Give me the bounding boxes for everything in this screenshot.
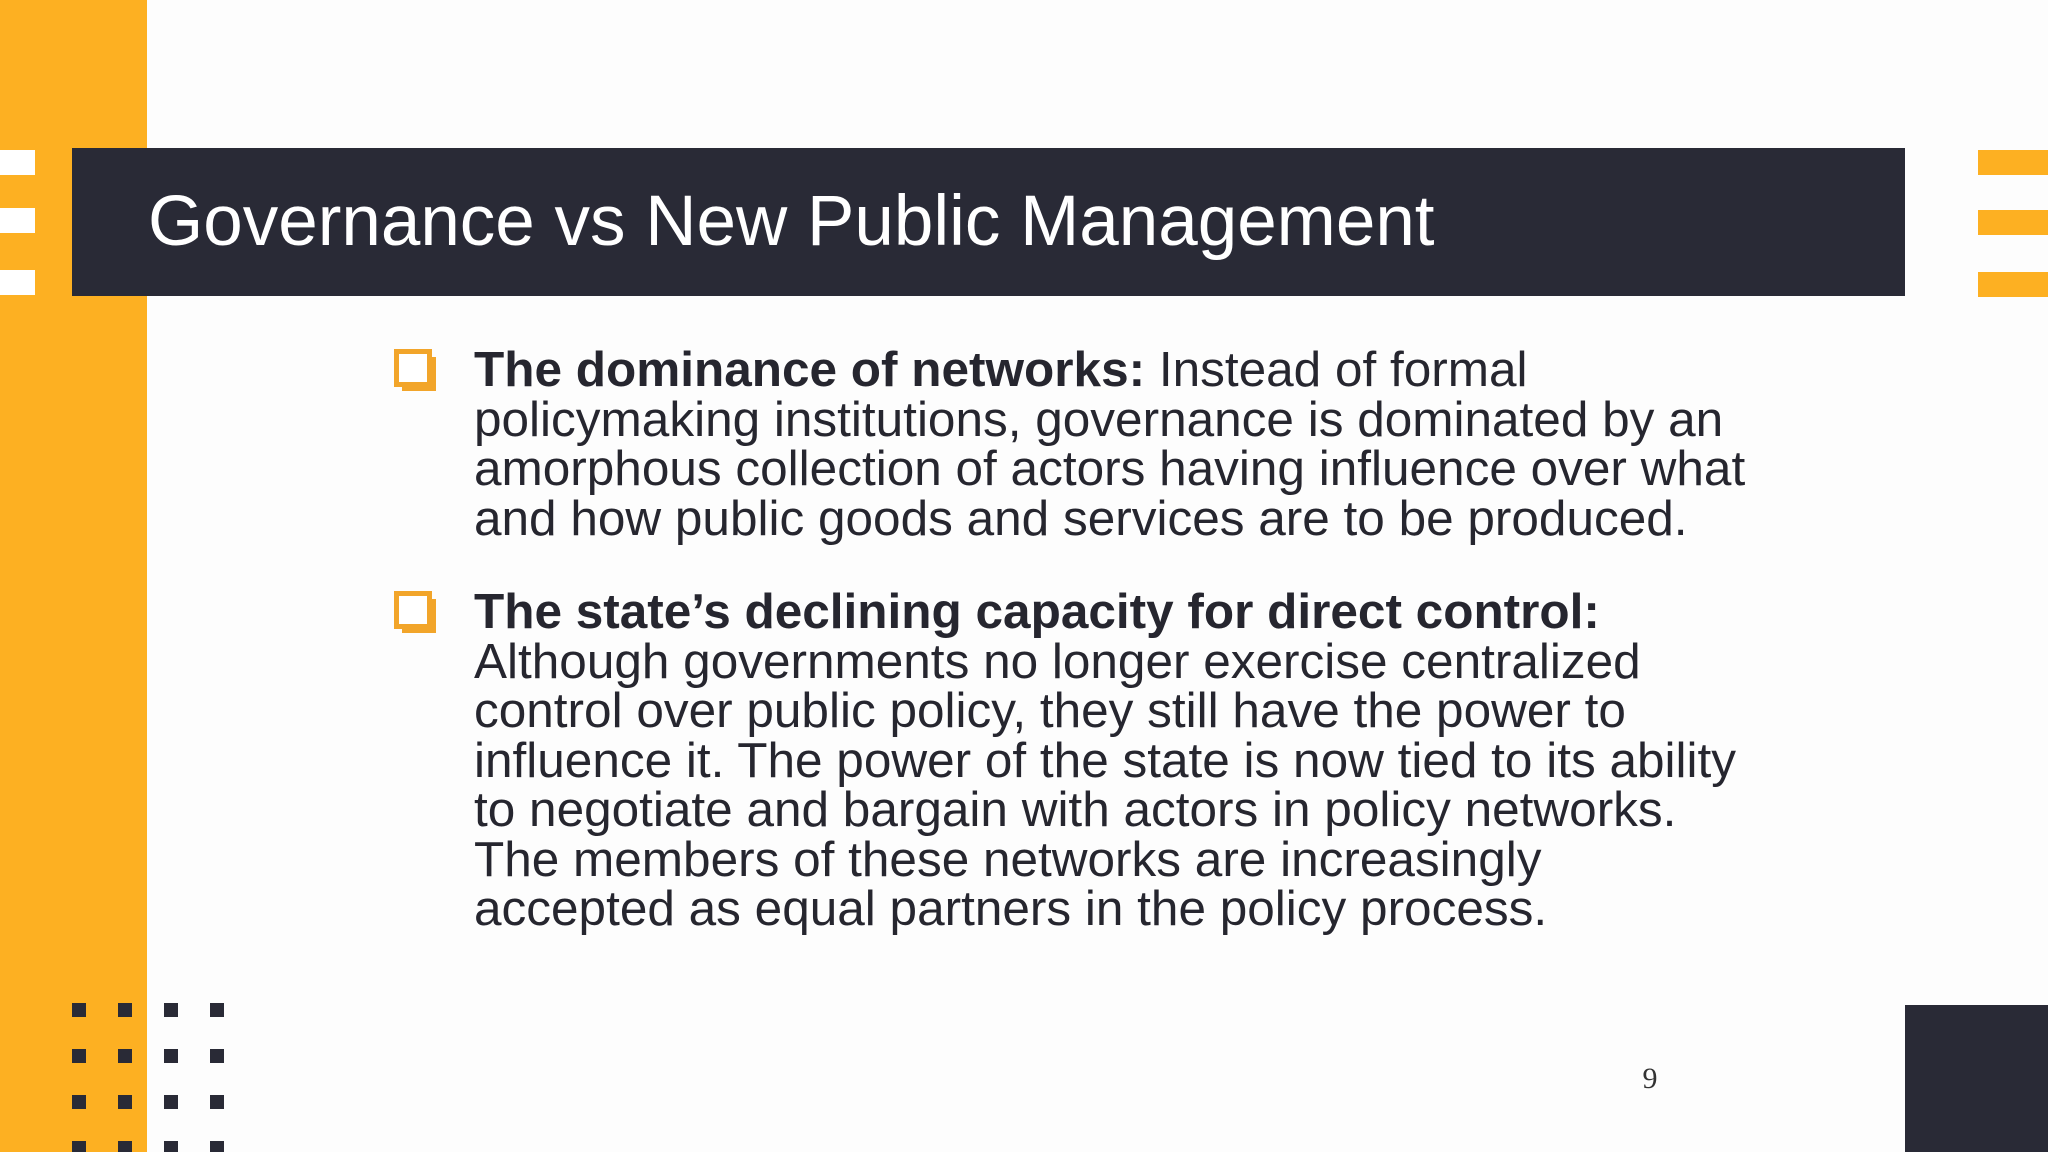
bullet-text [474,584,1752,936]
slide-title: Governance vs New Public Management [148,182,1435,261]
bullet-item [392,342,1752,546]
left-stripe-decoration [0,150,35,175]
corner-block-decoration [1905,1005,2048,1152]
checkbox-square-icon [394,349,430,385]
right-stripe-decoration [1978,272,2048,297]
bullet-heading: The dominance of networks: [474,342,1146,397]
bullet-body: Although governments no longer exercise centralized control over public policy, they still have the power to influence it. The power of the state is now tied to its ability to negotiate and bargain with actors in policy networks. The members of these networks are increasingly accepted as equal partners in the policy process. [474,633,1737,936]
right-stripe-decoration [1978,150,2048,175]
left-stripe-decoration [0,270,35,295]
bullet-item [392,584,1752,936]
bullet-list [392,342,1752,978]
bullet-heading: The state’s declining capacity for direct control: [474,584,1600,639]
bullet-body: Instead of formal policymaking institutions, governance is dominated by an amorphous collection of actors having influence over what and how public goods and services are to be produced. [474,342,1746,546]
dot-grid-decoration [72,1003,232,1152]
page-number: 9 [1642,1062,1658,1095]
left-stripe-decoration [0,208,35,233]
checkbox-square-icon [394,591,430,627]
title-bar [72,148,1905,296]
bullet-text [474,342,1752,546]
right-stripe-decoration [1978,210,2048,235]
